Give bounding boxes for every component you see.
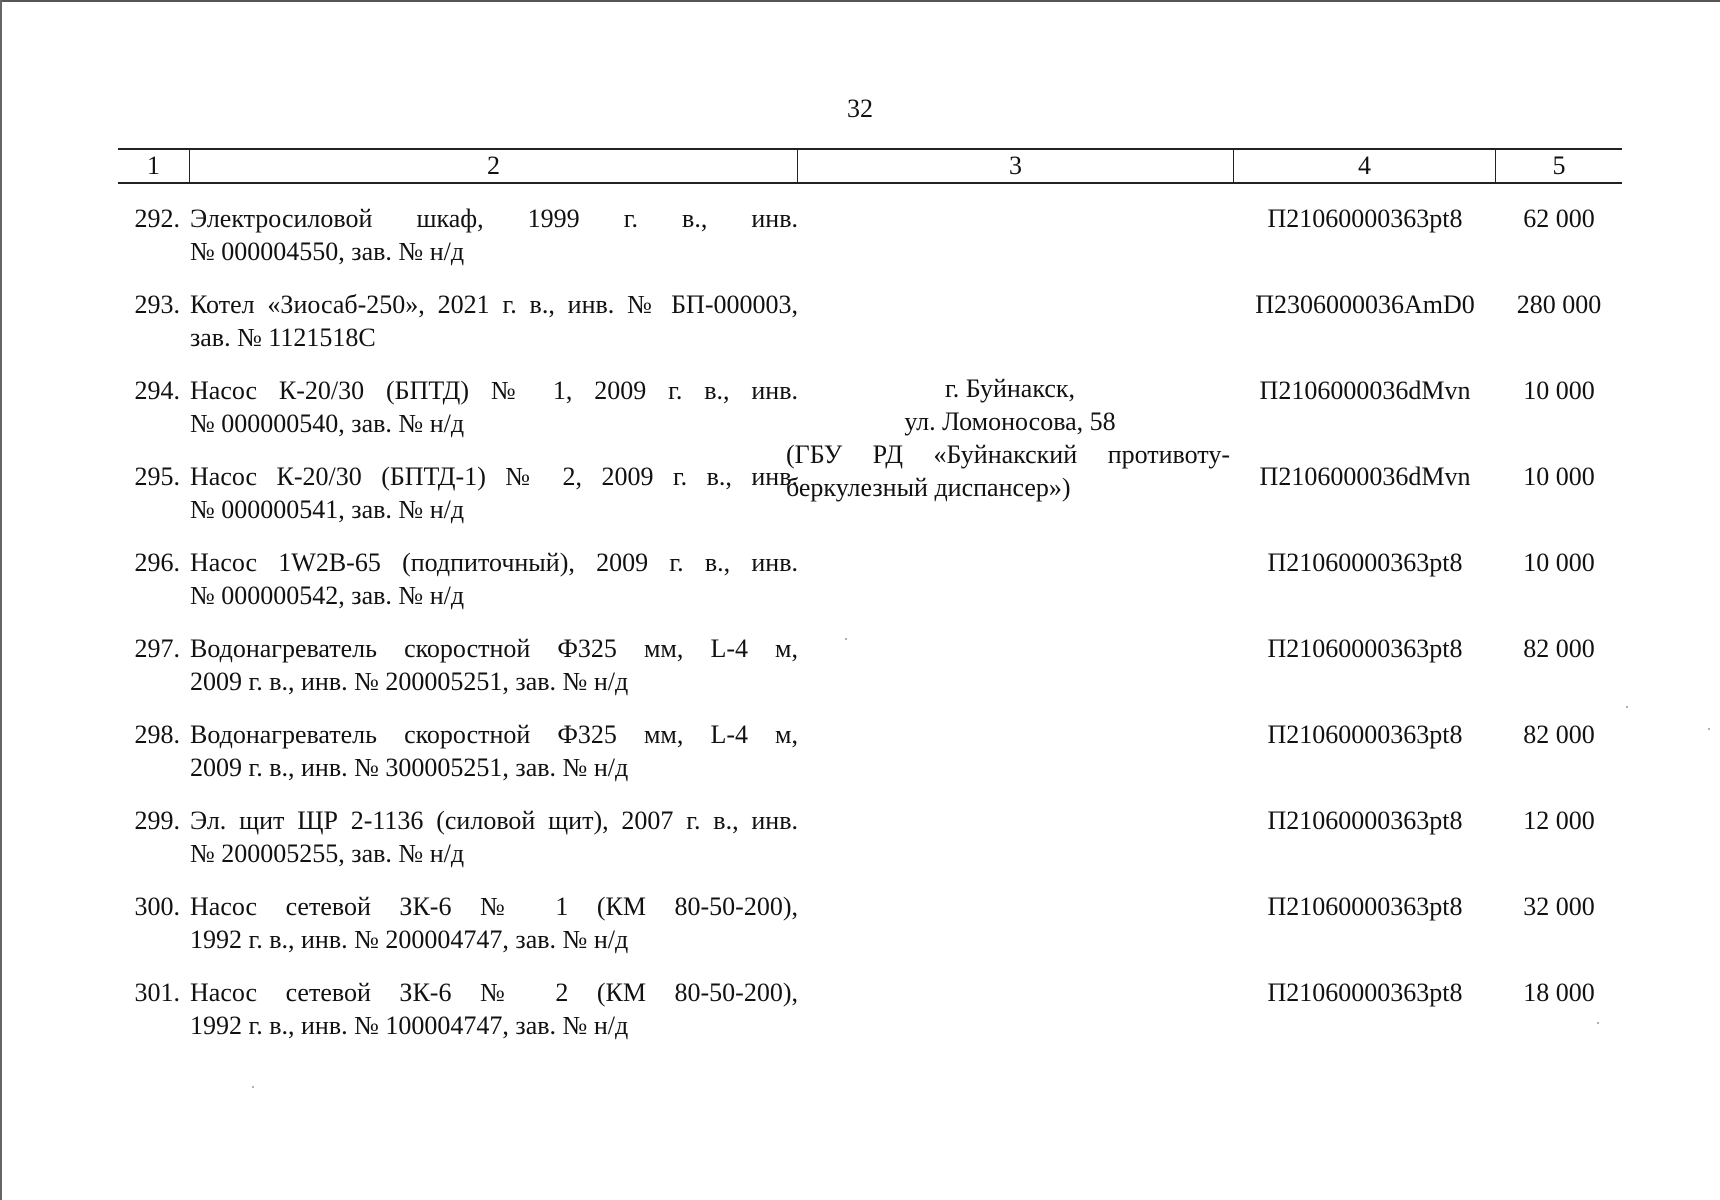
item-amount: 62 000 (1523, 204, 1595, 233)
description-line-2: 1992 г. в., инв. № 100004747, зав. № н/д (190, 1011, 629, 1040)
item-code: П2306000036AmD0 (1255, 290, 1475, 319)
item-amount: 280 000 (1516, 290, 1602, 319)
description-line-2: зав. № 1121518С (190, 323, 376, 352)
row-number: 296. (134, 548, 180, 577)
table-row (118, 976, 1622, 1040)
column-header-3: 3 (798, 150, 1234, 182)
scan-left-edge (0, 0, 2, 1200)
description-line-2: № 000000542, зав. № н/д (190, 581, 465, 610)
item-amount: 18 000 (1523, 978, 1595, 1007)
table-row (118, 202, 1622, 266)
item-code: П21060000363pt8 (1267, 548, 1463, 577)
row-number: 301. (134, 978, 180, 1007)
scan-speck (1597, 1022, 1599, 1024)
item-amount: 12 000 (1523, 806, 1595, 835)
description-line-1: Насос сетевой ЗК-6 № 1 (КМ 80-50-200), (190, 892, 798, 921)
description-line-1: Эл. щит ЩР 2-1136 (силовой щит), 2007 г. в., инв. (190, 806, 798, 835)
item-description (190, 202, 798, 268)
description-line-1: Насос сетевой ЗК-6 № 2 (КМ 80-50-200), (190, 978, 798, 1007)
row-number: 292. (134, 204, 180, 233)
scan-speck (1626, 706, 1628, 708)
description-line-2: 2009 г. в., инв. № 300005251, зав. № н/д (190, 753, 629, 782)
row-number: 295. (134, 462, 180, 491)
table-row (118, 890, 1622, 954)
table-row (118, 718, 1622, 782)
item-description (190, 718, 798, 784)
scan-speck (845, 638, 847, 640)
item-description (190, 546, 798, 612)
description-line-1: Водонагреватель скоростной Ф325 мм, L-4 м, (190, 720, 798, 749)
description-line-2: 1992 г. в., инв. № 200004747, зав. № н/д (190, 925, 629, 954)
description-line-2: 2009 г. в., инв. № 200005251, зав. № н/д (190, 667, 629, 696)
location-line-1: г. Буйнакск, (944, 374, 1076, 403)
item-code: П21060000363pt8 (1267, 204, 1463, 233)
item-code: П21060000363pt8 (1267, 806, 1463, 835)
item-description (190, 804, 798, 870)
row-number: 293. (134, 290, 180, 319)
description-line-1: Насос К-20/30 (БПТД) № 1, 2009 г. в., инв. (190, 376, 798, 405)
item-description (190, 288, 798, 354)
item-description (190, 374, 798, 440)
item-code: П21060000363pt8 (1267, 978, 1463, 1007)
item-amount: 32 000 (1523, 892, 1595, 921)
table-header (118, 148, 1622, 184)
description-line-1: Насос 1W2B-65 (подпиточный), 2009 г. в., инв. (190, 548, 798, 577)
description-line-2: № 000004550, зав. № н/д (190, 237, 465, 266)
row-number: 297. (134, 634, 180, 663)
table-row (118, 546, 1622, 610)
item-amount: 10 000 (1523, 462, 1595, 491)
item-code: П21060000363pt8 (1267, 892, 1463, 921)
description-line-1: Электросиловой шкаф, 1999 г. в., инв. (190, 204, 798, 233)
table-row (118, 288, 1622, 352)
description-line-1: Насос К-20/30 (БПТД-1) № 2, 2009 г. в., инв. (190, 462, 798, 491)
item-code: П21060000363pt8 (1267, 634, 1463, 663)
description-line-2: № 000000540, зав. № н/д (190, 409, 465, 438)
location-cell (786, 372, 1230, 504)
scan-speck (252, 1086, 254, 1088)
item-code: П2106000036dMvn (1259, 376, 1471, 405)
item-amount: 10 000 (1523, 548, 1595, 577)
item-amount: 82 000 (1523, 720, 1595, 749)
table-row (118, 804, 1622, 868)
item-code: П21060000363pt8 (1267, 720, 1463, 749)
row-number: 299. (134, 806, 180, 835)
location-line-4: беркулезный диспансер») (786, 473, 1071, 502)
column-header-2: 2 (190, 150, 798, 182)
location-line-2: ул. Ломоносова, 58 (904, 407, 1116, 436)
row-number: 294. (134, 376, 180, 405)
table-row (118, 632, 1622, 696)
row-number: 298. (134, 720, 180, 749)
row-number: 300. (134, 892, 180, 921)
item-code: П2106000036dMvn (1259, 462, 1471, 491)
page-number: 32 (847, 94, 873, 123)
item-amount: 10 000 (1523, 376, 1595, 405)
item-description (190, 890, 798, 956)
location-line-3: (ГБУ РД «Буйнакский противоту- (786, 440, 1230, 469)
description-line-2: № 200005255, зав. № н/д (190, 839, 465, 868)
item-description (190, 460, 798, 526)
column-header-5: 5 (1552, 151, 1566, 180)
item-amount: 82 000 (1523, 634, 1595, 663)
item-description (190, 976, 798, 1042)
column-header-1: 1 (118, 150, 190, 182)
scan-top-edge (0, 0, 1720, 2)
description-line-1: Котел «Зиосаб-250», 2021 г. в., инв. № БП-000003, (190, 290, 798, 319)
description-line-1: Водонагреватель скоростной Ф325 мм, L-4 м, (190, 634, 798, 663)
column-header-4: 4 (1234, 150, 1496, 182)
scan-speck (1708, 728, 1710, 730)
item-description (190, 632, 798, 698)
description-line-2: № 000000541, зав. № н/д (190, 495, 465, 524)
